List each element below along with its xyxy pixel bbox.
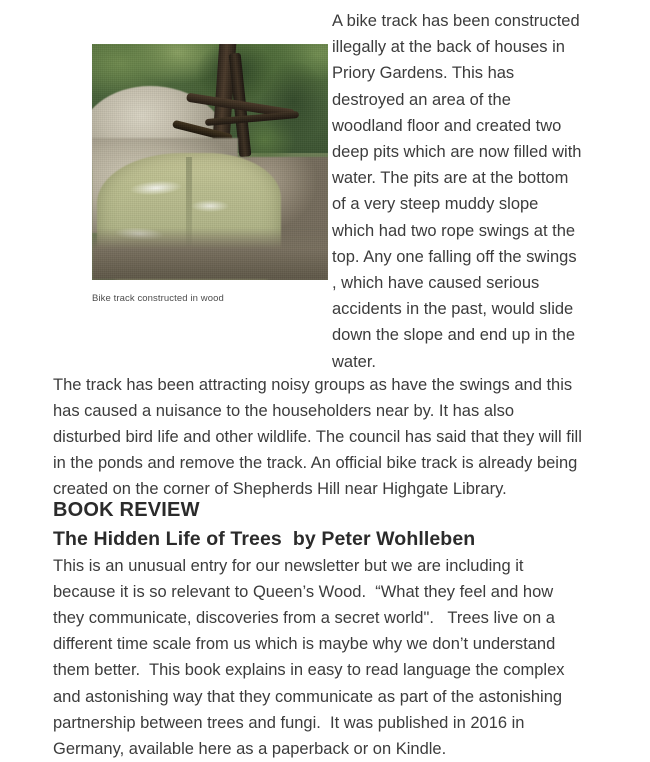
- track-paragraph: The track has been attracting noisy groups as have the swings and this has caused a nuisance to the householders near by. It has also disturbed bird life and other wildlife. The council has said that they will fill in the ponds and remove the track. An official bike track is already being created on the corner of Shepherds Hill near Highgate Library.: [53, 372, 583, 503]
- book-review-heading: BOOK REVIEW: [53, 498, 593, 522]
- figure-bike-track: [92, 44, 328, 305]
- book-review-paragraph: This is an unusual entry for our newsletter but we are including it because it is so relevant to Queen’s Wood. “What they feel and how they communicate, discoveries from a secret world". Trees live on a different time scale from us which is maybe why we don’t understand them better. This book explains in easy to read language the complex and astonishing way that they communicate as part of the astonishing partnership between trees and fungi. It was published in 2016 in Germany, available here as a paperback or on Kindle.: [53, 553, 583, 762]
- intro-paragraph: A bike track has been constructed illegally at the back of houses in Priory Gardens. This has destroyed an area of the woodland floor and created two deep pits which are now filled with water. The pits are at the bottom of a very steep muddy slope which had two rope swings at the top. Any one falling off the swings , which have caused serious accidents in the past, would slide down the slope and end up in the water.: [332, 8, 584, 375]
- book-title-heading: The Hidden Life of Trees by Peter Wohlleben: [53, 527, 593, 551]
- figure-caption: Bike track constructed in wood: [92, 293, 328, 305]
- photo-water-highlight-2: [191, 200, 229, 212]
- photo-foreground-bank: [92, 228, 328, 280]
- bike-track-woodland-photo: [92, 44, 328, 280]
